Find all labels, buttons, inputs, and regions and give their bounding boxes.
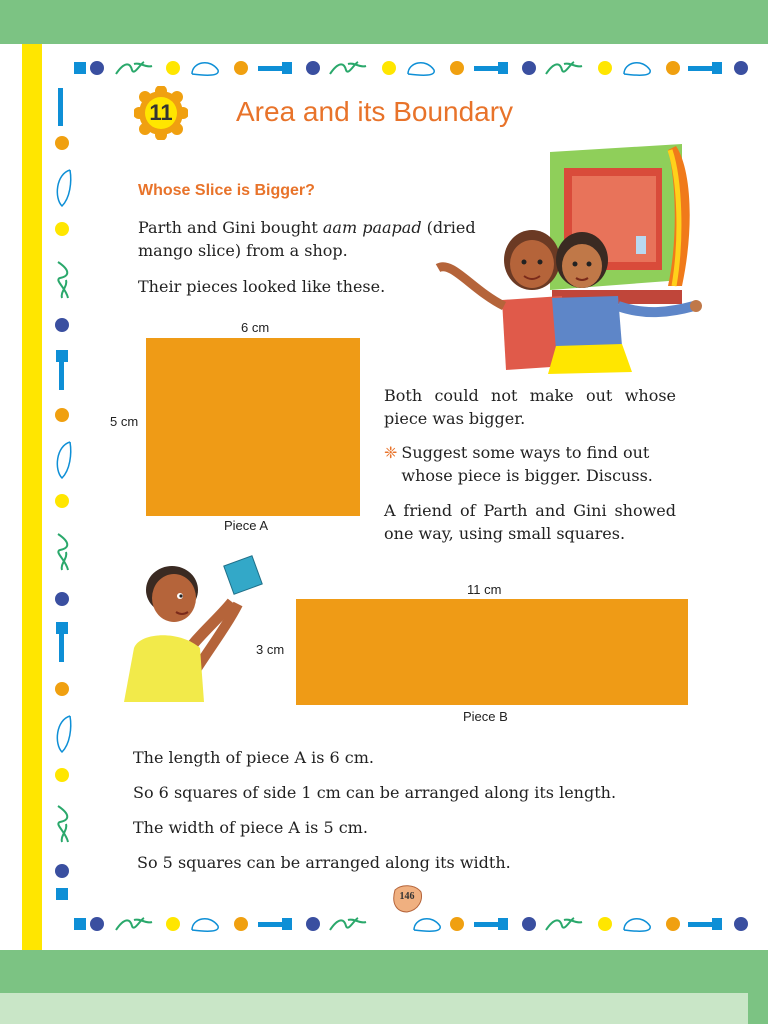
piece-b-width-label: 3 cm: [256, 642, 285, 657]
intro-line2: mango slice) from a shop.: [138, 241, 348, 260]
boy-with-square-illustration: [120, 552, 270, 704]
bottom-border-decoration: [70, 912, 760, 936]
left-border-decoration: [52, 80, 74, 900]
chapter-number: 11: [149, 100, 173, 125]
top-green-band: [0, 0, 768, 44]
left-yellow-bar: [22, 44, 42, 950]
piece-b-rectangle: [296, 599, 688, 705]
bottom-line-2: So 6 squares of side 1 cm can be arranged along its length.: [133, 783, 617, 802]
bottom-line-3: The width of piece A is 5 cm.: [133, 818, 368, 837]
piece-a-width-label: 5 cm: [110, 414, 139, 429]
right-paragraph-2: A friend of Parth and Gini showed one way, using small squares.: [384, 501, 676, 543]
bottom-light-strip: [0, 993, 748, 1024]
right-paragraph-1: Both could not make out whose piece was bigger.: [384, 386, 676, 428]
discussion-prompt-text: Suggest some ways to find out whose piece is bigger. Discuss.: [401, 443, 653, 485]
chapter-title: Area and its Boundary: [236, 96, 514, 127]
bottom-line-1: The length of piece A is 6 cm.: [133, 748, 375, 767]
intro-italic-term: aam paapad: [322, 218, 422, 237]
intro-line1-post: (dried: [421, 218, 476, 237]
piece-a-length-label: 6 cm: [241, 320, 270, 335]
intro-line1-pre: Parth and Gini bought: [138, 218, 323, 237]
discussion-prompt: [384, 441, 680, 487]
section-heading: Whose Slice is Bigger?: [138, 182, 315, 199]
bottom-line-4: So 5 squares can be arranged along its width.: [137, 853, 511, 872]
asterisk-icon: ❈: [384, 443, 398, 462]
piece-b-length-label: 11 cm: [467, 582, 502, 597]
girls-at-shop-illustration: [432, 140, 702, 376]
page-number: 146: [399, 891, 415, 902]
piece-a-label: Piece A: [224, 518, 269, 533]
intro-line3: Their pieces looked like these.: [138, 277, 386, 296]
piece-a-rectangle: [146, 338, 360, 516]
top-border-decoration: [70, 56, 760, 80]
piece-b-label: Piece B: [463, 709, 508, 724]
